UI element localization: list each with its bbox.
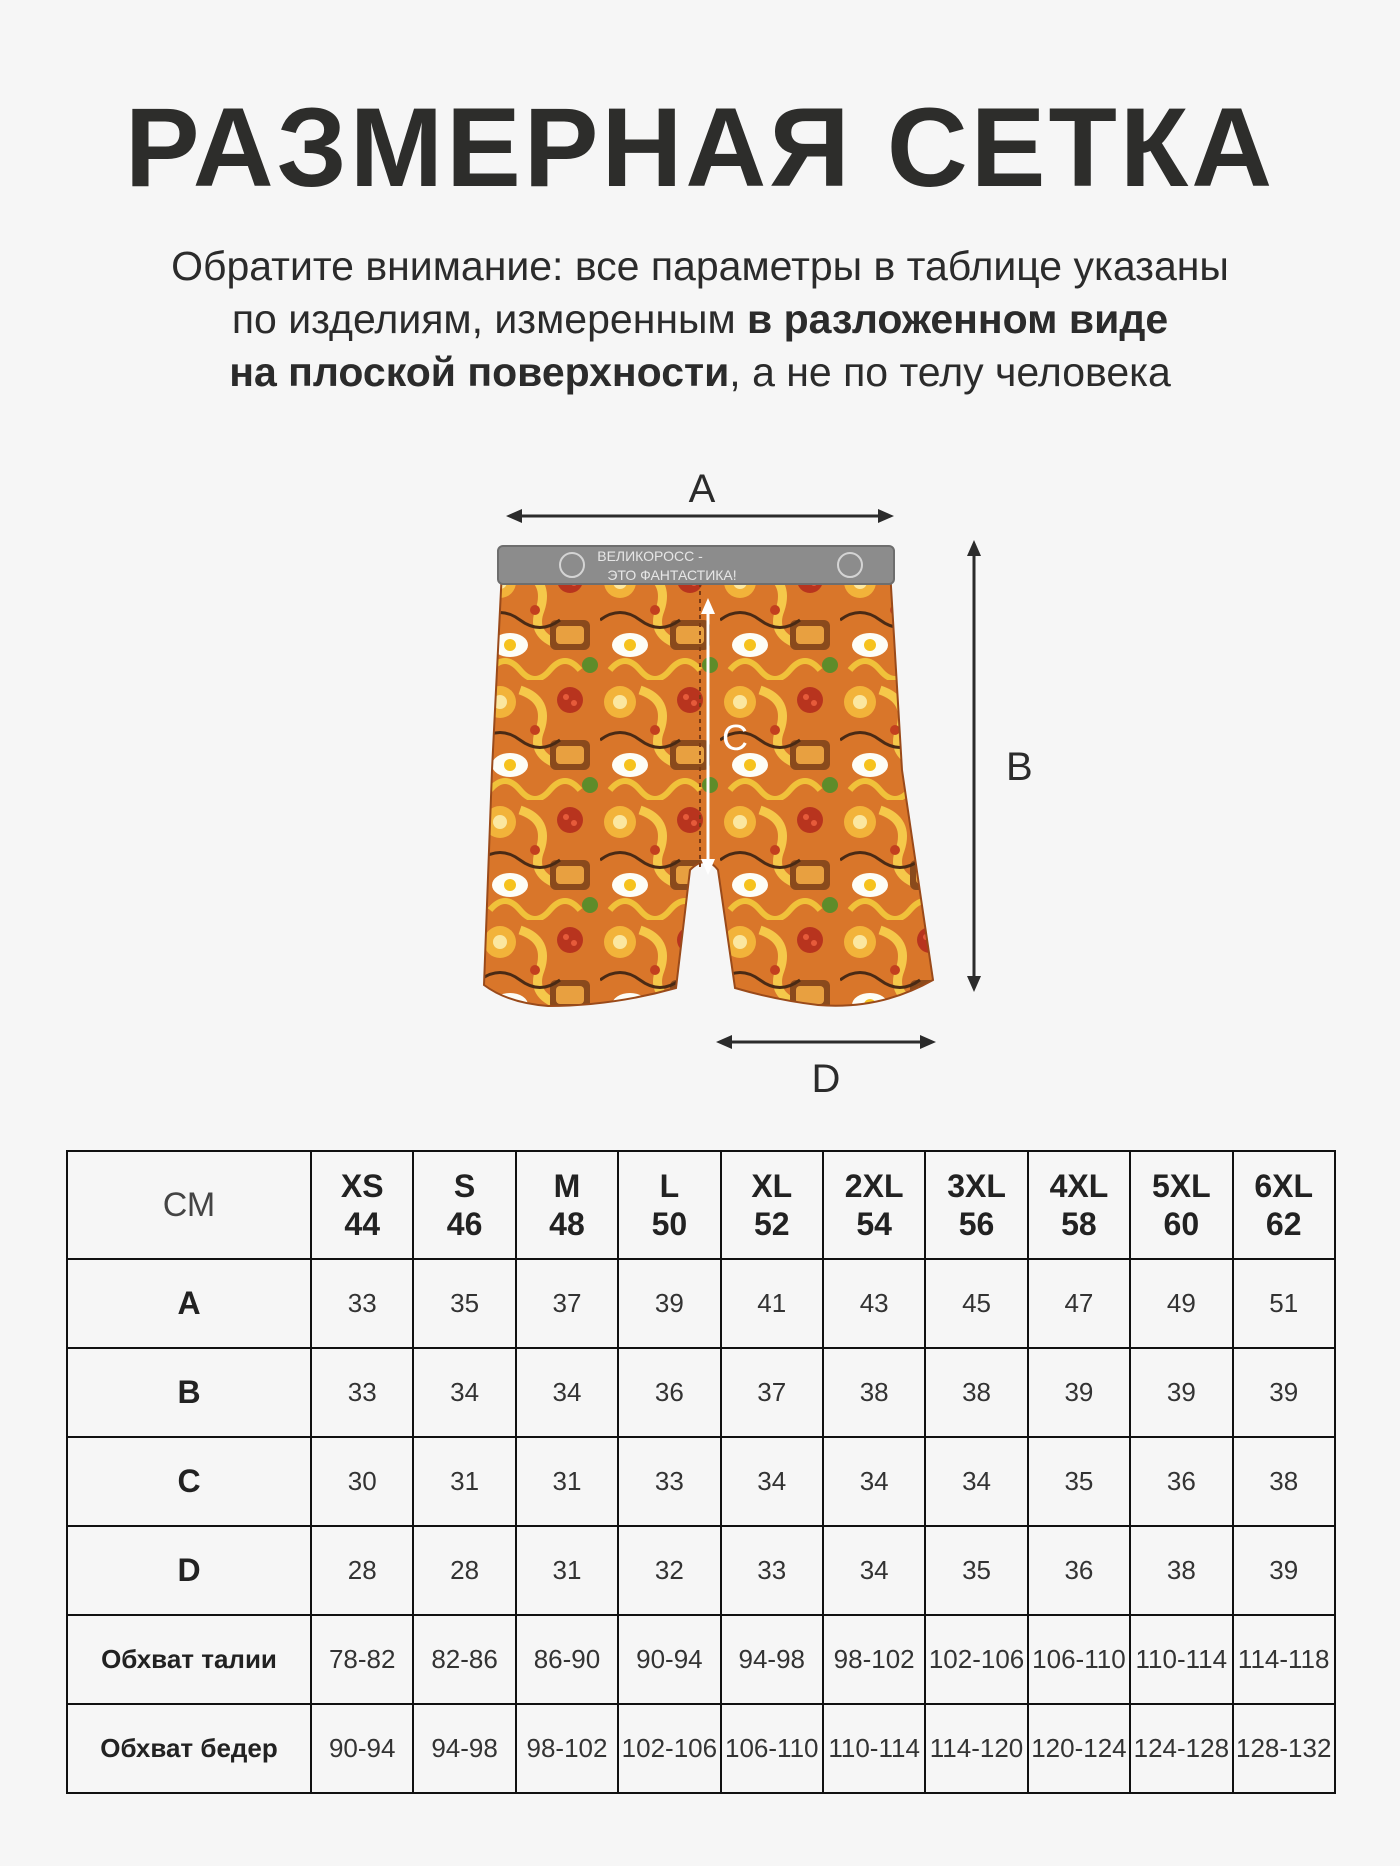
note-line-3 — [0, 346, 1400, 399]
value-cell: 43 — [823, 1259, 925, 1348]
value-cell: 37 — [516, 1259, 618, 1348]
value-cell: 41 — [721, 1259, 823, 1348]
value-cell: 30 — [311, 1437, 413, 1526]
table-row — [67, 1437, 1335, 1526]
value-cell: 94-98 — [413, 1704, 515, 1793]
table-row — [67, 1348, 1335, 1437]
value-cell: 31 — [516, 1437, 618, 1526]
dimension-a-label: A — [688, 467, 716, 511]
value-cell: 34 — [925, 1437, 1027, 1526]
value-cell: 35 — [925, 1526, 1027, 1615]
table-row — [67, 1259, 1335, 1348]
size-header-cell — [311, 1151, 413, 1259]
row-label-cell: C — [67, 1437, 311, 1526]
value-cell: 124-128 — [1130, 1704, 1232, 1793]
note-line-2 — [0, 293, 1400, 346]
note-line-2-normal: по изделиям, измеренным — [231, 296, 748, 342]
value-cell: 82-86 — [413, 1615, 515, 1704]
value-cell: 39 — [1233, 1526, 1335, 1615]
value-cell: 102-106 — [618, 1704, 720, 1793]
value-cell: 37 — [721, 1348, 823, 1437]
value-cell: 36 — [618, 1348, 720, 1437]
value-cell: 98-102 — [823, 1615, 925, 1704]
size-number: 50 — [651, 1206, 688, 1242]
value-cell: 47 — [1028, 1259, 1130, 1348]
value-cell: 128-132 — [1233, 1704, 1335, 1793]
size-number: 48 — [549, 1206, 585, 1242]
size-letter: 3XL — [947, 1168, 1006, 1204]
value-cell: 38 — [1130, 1526, 1232, 1615]
value-cell: 36 — [1130, 1437, 1232, 1526]
value-cell: 90-94 — [618, 1615, 720, 1704]
size-header-cell — [1130, 1151, 1232, 1259]
value-cell: 38 — [823, 1348, 925, 1437]
size-number: 60 — [1163, 1206, 1200, 1242]
size-number: 52 — [753, 1206, 790, 1242]
size-header-cell — [823, 1151, 925, 1259]
size-header-row — [67, 1151, 1335, 1259]
value-cell: 36 — [1028, 1526, 1130, 1615]
size-header-cell — [413, 1151, 515, 1259]
value-cell: 39 — [1028, 1348, 1130, 1437]
value-cell: 38 — [925, 1348, 1027, 1437]
value-cell: 102-106 — [925, 1615, 1027, 1704]
value-cell: 33 — [311, 1259, 413, 1348]
value-cell: 98-102 — [516, 1704, 618, 1793]
size-header-cell — [925, 1151, 1027, 1259]
size-number: 56 — [958, 1206, 995, 1242]
row-label-cell: Обхват бедер — [67, 1704, 311, 1793]
note-line-3-bold: на плоской поверхности — [229, 349, 730, 395]
unit-header-cell: СМ — [67, 1151, 311, 1259]
size-letter: 5XL — [1151, 1168, 1211, 1204]
size-letter: 6XL — [1254, 1168, 1314, 1204]
table-row — [67, 1526, 1335, 1615]
value-cell: 34 — [516, 1348, 618, 1437]
size-table-body — [67, 1151, 1335, 1793]
waistband-text-1: ВЕЛИКОРОСС - — [597, 548, 703, 564]
size-number: 46 — [446, 1206, 483, 1242]
value-cell: 86-90 — [516, 1615, 618, 1704]
value-cell: 35 — [1028, 1437, 1130, 1526]
value-cell: 114-120 — [925, 1704, 1027, 1793]
size-header-cell — [618, 1151, 720, 1259]
value-cell: 33 — [618, 1437, 720, 1526]
value-cell: 110-114 — [823, 1704, 925, 1793]
table-row — [67, 1704, 1335, 1793]
size-number: 54 — [856, 1206, 892, 1242]
dimension-c-label: C — [722, 717, 748, 758]
value-cell: 120-124 — [1028, 1704, 1130, 1793]
row-label-cell: D — [67, 1526, 311, 1615]
value-cell: 49 — [1130, 1259, 1232, 1348]
value-cell: 32 — [618, 1526, 720, 1615]
size-number: 58 — [1061, 1206, 1097, 1242]
waistband-text-2: ЭТО ФАНТАСТИКА! — [607, 567, 737, 583]
size-letter: 2XL — [844, 1168, 904, 1204]
value-cell: 51 — [1233, 1259, 1335, 1348]
note-line-1: Обратите внимание: все параметры в таблице указаны — [171, 243, 1229, 289]
size-header-cell — [721, 1151, 823, 1259]
value-cell: 94-98 — [721, 1615, 823, 1704]
value-cell: 45 — [925, 1259, 1027, 1348]
size-letter: XS — [340, 1168, 384, 1204]
value-cell: 35 — [413, 1259, 515, 1348]
value-cell: 39 — [1233, 1348, 1335, 1437]
note-line-3-normal: , а не по телу человека — [729, 349, 1171, 395]
value-cell: 33 — [721, 1526, 823, 1615]
value-cell: 31 — [413, 1437, 515, 1526]
value-cell: 90-94 — [311, 1704, 413, 1793]
value-cell: 38 — [1233, 1437, 1335, 1526]
size-letter: S — [453, 1168, 476, 1204]
value-cell: 78-82 — [311, 1615, 413, 1704]
size-letter: XL — [751, 1168, 793, 1204]
size-header-cell — [1233, 1151, 1335, 1259]
value-cell: 28 — [413, 1526, 515, 1615]
value-cell: 34 — [721, 1437, 823, 1526]
value-cell: 28 — [311, 1526, 413, 1615]
size-header-cell — [516, 1151, 618, 1259]
value-cell: 33 — [311, 1348, 413, 1437]
size-number: 44 — [344, 1206, 380, 1242]
value-cell: 106-110 — [721, 1704, 823, 1793]
size-number: 62 — [1265, 1206, 1302, 1242]
value-cell: 34 — [823, 1437, 925, 1526]
measurement-note — [0, 240, 1400, 399]
row-label-cell: Обхват талии — [67, 1615, 311, 1704]
value-cell: 114-118 — [1233, 1615, 1335, 1704]
size-letter: M — [553, 1168, 581, 1204]
dimension-b-label: B — [1006, 745, 1033, 789]
dimension-d-label: D — [811, 1057, 841, 1101]
value-cell: 39 — [1130, 1348, 1232, 1437]
row-label-cell: A — [67, 1259, 311, 1348]
size-letter: 4XL — [1049, 1168, 1109, 1204]
value-cell: 31 — [516, 1526, 618, 1615]
page-title: РАЗМЕРНАЯ СЕТКА — [124, 85, 1276, 210]
table-row — [67, 1615, 1335, 1704]
size-letter: L — [659, 1168, 680, 1204]
dimension-a-arrow — [506, 509, 894, 523]
row-label-cell: B — [67, 1348, 311, 1437]
size-table — [66, 1150, 1336, 1794]
note-line-2-bold: в разложенном виде — [747, 296, 1169, 342]
value-cell: 34 — [413, 1348, 515, 1437]
value-cell: 39 — [618, 1259, 720, 1348]
value-cell: 34 — [823, 1526, 925, 1615]
measurement-diagram — [0, 440, 1400, 1120]
dimension-d-arrow — [716, 1035, 936, 1049]
value-cell: 110-114 — [1130, 1615, 1232, 1704]
dimension-b-arrow — [967, 540, 981, 992]
value-cell: 106-110 — [1028, 1615, 1130, 1704]
size-header-cell — [1028, 1151, 1130, 1259]
